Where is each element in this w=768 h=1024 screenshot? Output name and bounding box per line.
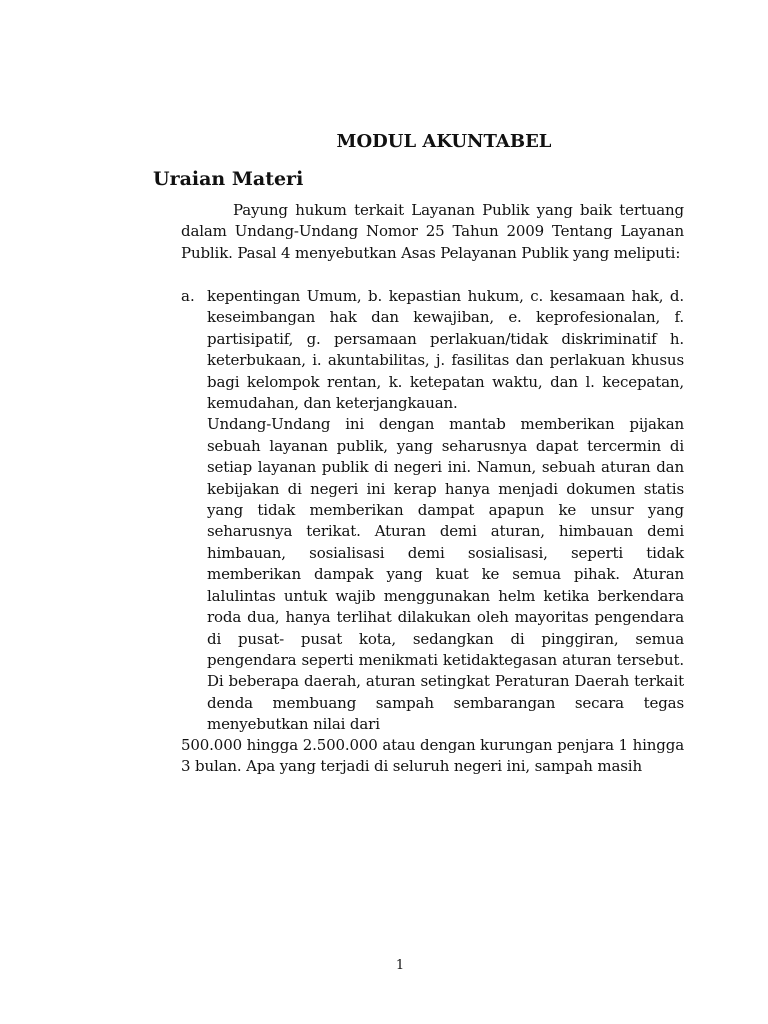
section-heading: Uraian Materi	[153, 168, 304, 190]
list-marker: a.	[181, 287, 195, 305]
list-item-discussion: Undang-Undang ini dengan mantab memberikan pijakan sebuah layanan publik, yang seharusnya dapat tercermin di setiap layanan publik di negeri ini. Namun, sebuah aturan dan kebijakan di negeri ini kerap hanya menjadi dokumen statis yang tidak memberikan dampat apapun ke unsur yang seharusnya terikat. Aturan demi aturan, himbauan demi himbauan, sosialisasi demi sosialisasi, seperti tidak memberikan dampak yang kuat ke semua pihak. Aturan lalulintas untuk wajib menggunakan helm ketika berkendara roda dua, hanya terlihat dilakukan oleh mayoritas pengendara di pusat- pusat kota, sedangkan di pinggiran, semua pengendara seperti menikmati ketidaktegasan aturan tersebut. Di beberapa daerah, aturan setingkat Peraturan Daerah terkait denda membuang sampah sembarangan secara tegas menyebutkan nilai dari	[207, 415, 684, 734]
list-item-principles: kepentingan Umum, b. kepastian hukum, c. kesamaan hak, d. keseimbangan hak dan kewajiban, e. keprofesionalan, f. partisipatif, g. persamaan perlakuan/tidak diskriminatif h. keterbukaan, i. akuntabilitas, j. fasilitas dan perlakuan khusus bagi kelompok rentan, k. ketepatan waktu, dan l. kecepatan, kemudahan, dan keterjangkauan.	[207, 287, 684, 413]
intro-paragraph: Payung hukum terkait Layanan Publik yang baik tertuang dalam Undang-Undang Nomor 25 Tahun 2009 Tentang Layanan Publik. Pasal 4 menyebutkan Asas Pelayanan Publik yang meliputi:	[181, 201, 684, 262]
page-title: MODUL AKUNTABEL	[336, 131, 552, 152]
page-number: 1	[395, 958, 405, 973]
list-item	[181, 286, 684, 736]
continuation-paragraph: 500.000 hingga 2.500.000 atau dengan kurungan penjara 1 hingga 3 bulan. Apa yang terjadi di seluruh negeri ini, sampah masih	[181, 736, 684, 776]
